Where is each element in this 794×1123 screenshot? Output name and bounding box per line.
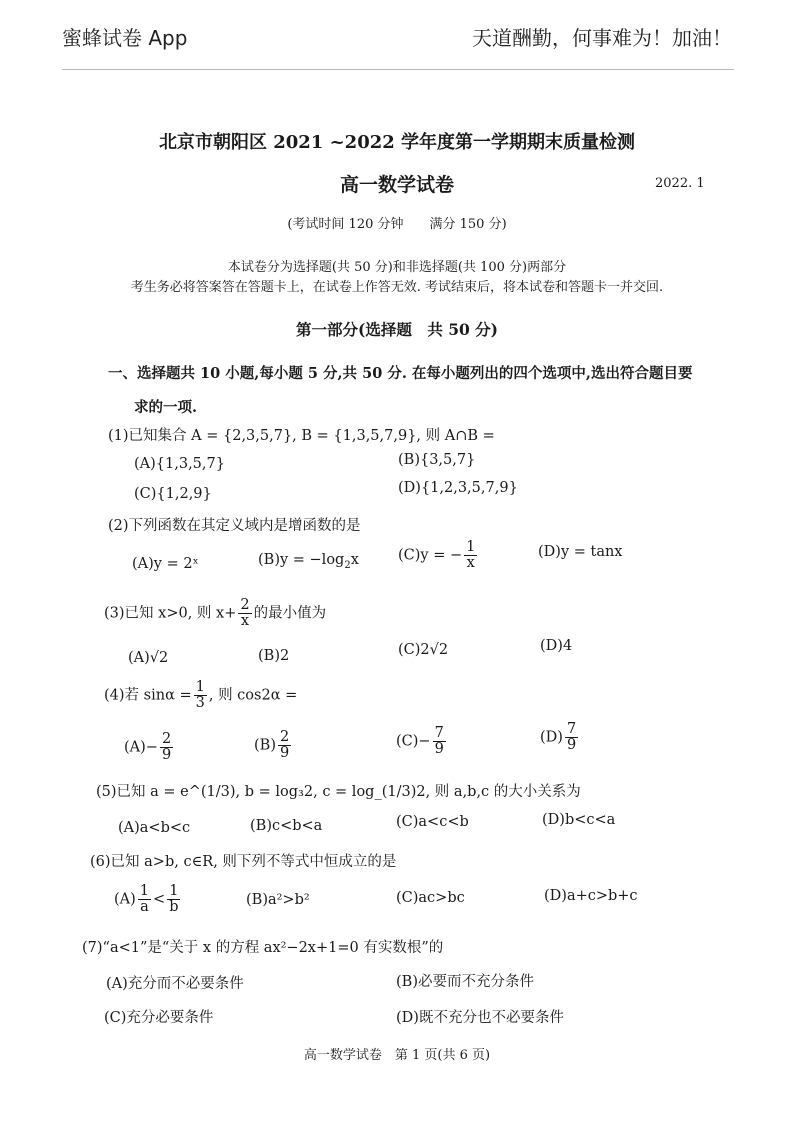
question-2-option-b <box>258 552 359 571</box>
question-2-stem: (2)下列函数在其定义域内是增函数的是 <box>108 518 361 534</box>
fraction-numerator: 1 <box>466 539 476 555</box>
exam-date: 2022. 1 <box>655 176 705 191</box>
fraction-denominator: x <box>240 613 250 630</box>
header-divider <box>62 69 734 70</box>
question-6-option-a-fraction-2 <box>167 884 180 915</box>
question-7-stem: (7)“a<1”是“关于 x 的方程 ax²−2x+1=0 有实数根”的 <box>82 940 444 956</box>
page-footer: 高一数学试卷 第 1 页(共 6 页) <box>303 1048 491 1063</box>
exam-title: 北京市朝阳区 2021 ~2022 学年度第一学期期末质量检测 <box>158 132 636 153</box>
question-4-option-d-prefix: (D) <box>540 729 563 746</box>
question-5-option-d: (D)b<c<a <box>542 812 616 828</box>
app-slogan: 天道酬勤，何事难为！加油！ <box>472 26 732 50</box>
question-1-option-a: (A){1,3,5,7} <box>134 456 225 472</box>
section-intro-line-2: 求的一项. <box>134 399 198 416</box>
fraction-numerator: 1 <box>195 679 205 695</box>
question-3-option-d: (D)4 <box>540 638 573 654</box>
question-4-option-c-prefix: (C)− <box>396 733 431 750</box>
question-6-option-c: (C)ac>bc <box>396 890 465 906</box>
section-intro-line-1: 一、选择题共 10 小题,每小题 5 分,共 50 分. 在每小题列出的四个选项中,选出符合题目要 <box>108 365 693 382</box>
question-7-option-b: (B)必要而不充分条件 <box>396 974 534 990</box>
fraction-numerator: 7 <box>566 721 577 737</box>
fraction-numerator: 1 <box>169 883 179 899</box>
fraction-denominator: 9 <box>566 737 577 754</box>
question-4-option-a-prefix: (A)− <box>124 739 158 756</box>
question-4-option-c <box>396 726 448 757</box>
question-4-option-a <box>124 732 175 763</box>
question-3-option-a: (A)√2 <box>128 650 169 666</box>
question-5-stem: (5)已知 a = e^(1/3), b = log₃2, c = log_(1/3)2, 则 a,b,c 的大小关系为 <box>96 784 581 800</box>
question-1-option-d: (D){1,2,3,5,7,9} <box>398 480 518 496</box>
question-6-option-b: (B)a²>b² <box>246 892 310 908</box>
fraction-numerator: 7 <box>434 725 444 741</box>
fraction-numerator: 2 <box>240 597 250 613</box>
question-7-option-d: (D)既不充分也不必要条件 <box>396 1010 564 1026</box>
fraction-denominator: b <box>169 899 179 916</box>
question-2-option-a: (A)y = 2ˣ <box>132 556 199 572</box>
instruction-line-2: 考生务必将答案答在答题卡上，在试卷上作答无效. 考试结束后，将本试卷和答题卡一并交回. <box>130 280 664 295</box>
question-4-option-b <box>254 730 293 761</box>
exam-subtitle: 高一数学试卷 <box>339 174 454 196</box>
question-4-option-b-prefix: (B) <box>254 737 276 754</box>
question-2-option-b-suffix: x <box>350 552 359 568</box>
fraction-denominator: 9 <box>161 747 172 764</box>
fraction-numerator: 2 <box>279 729 290 745</box>
question-4-option-a-fraction <box>160 732 173 763</box>
question-4-stem-prefix: (4)若 sinα = <box>104 687 192 704</box>
app-name: 蜜蜂试卷 App <box>62 26 188 50</box>
question-6-option-a-fraction-1 <box>138 884 151 915</box>
question-2-option-c-prefix: (C)y = − <box>398 547 463 564</box>
question-6-option-a <box>114 884 182 915</box>
question-4-stem-suffix: , 则 cos2α = <box>208 687 298 704</box>
question-6-option-d: (D)a+c>b+c <box>544 888 638 904</box>
question-3-stem-fraction <box>238 598 251 629</box>
question-5-option-a: (A)a<b<c <box>118 820 191 836</box>
question-2-option-b-prefix: (B)y = −log <box>258 552 345 568</box>
question-7-option-a: (A)充分而不必要条件 <box>106 976 244 992</box>
question-1-option-b: (B){3,5,7} <box>398 452 476 468</box>
question-5-option-b: (B)c<b<a <box>250 818 323 834</box>
question-2-option-c-fraction <box>464 540 477 571</box>
question-1-stem: (1)已知集合 A = {2,3,5,7}, B = {1,3,5,7,9}, 则 A∩B = <box>108 428 495 444</box>
question-4-option-b-fraction <box>278 730 291 761</box>
exam-time-note: (考试时间 120 分钟 满分 150 分) <box>287 217 507 232</box>
question-6-option-a-prefix: (A) <box>114 891 136 908</box>
question-2-option-c <box>398 540 479 571</box>
fraction-numerator: 1 <box>139 883 150 899</box>
fraction-denominator: a <box>140 899 149 916</box>
question-2-option-b-subscript: 2 <box>344 559 351 571</box>
question-3-option-c: (C)2√2 <box>398 642 449 658</box>
question-4-option-d-fraction <box>565 722 578 753</box>
fraction-denominator: x <box>466 555 475 572</box>
question-3-stem-prefix: (3)已知 x>0, 则 x+ <box>104 605 237 622</box>
question-1-option-c: (C){1,2,9} <box>134 486 212 502</box>
question-3-stem <box>104 598 326 629</box>
question-6-option-a-operator: < <box>153 891 166 908</box>
question-4-stem-fraction <box>194 680 207 711</box>
part-title: 第一部分(选择题 共 50 分) <box>295 320 499 339</box>
question-4-option-d <box>540 722 580 753</box>
question-3-stem-suffix: 的最小值为 <box>253 605 327 622</box>
question-7-option-c: (C)充分必要条件 <box>104 1010 214 1026</box>
question-4-stem <box>104 680 297 711</box>
instruction-line-1: 本试卷分为选择题(共 50 分)和非选择题(共 100 分)两部分 <box>227 260 567 275</box>
question-3-option-b: (B)2 <box>258 648 290 664</box>
fraction-denominator: 9 <box>279 745 290 762</box>
fraction-denominator: 3 <box>195 695 205 712</box>
fraction-numerator: 2 <box>161 731 172 747</box>
fraction-denominator: 9 <box>434 741 444 758</box>
question-5-option-c: (C)a<c<b <box>396 814 469 830</box>
question-6-stem: (6)已知 a>b, c∈R, 则下列不等式中恒成立的是 <box>90 854 397 870</box>
question-4-option-c-fraction <box>433 726 446 757</box>
question-2-option-d: (D)y = tanx <box>538 544 623 560</box>
